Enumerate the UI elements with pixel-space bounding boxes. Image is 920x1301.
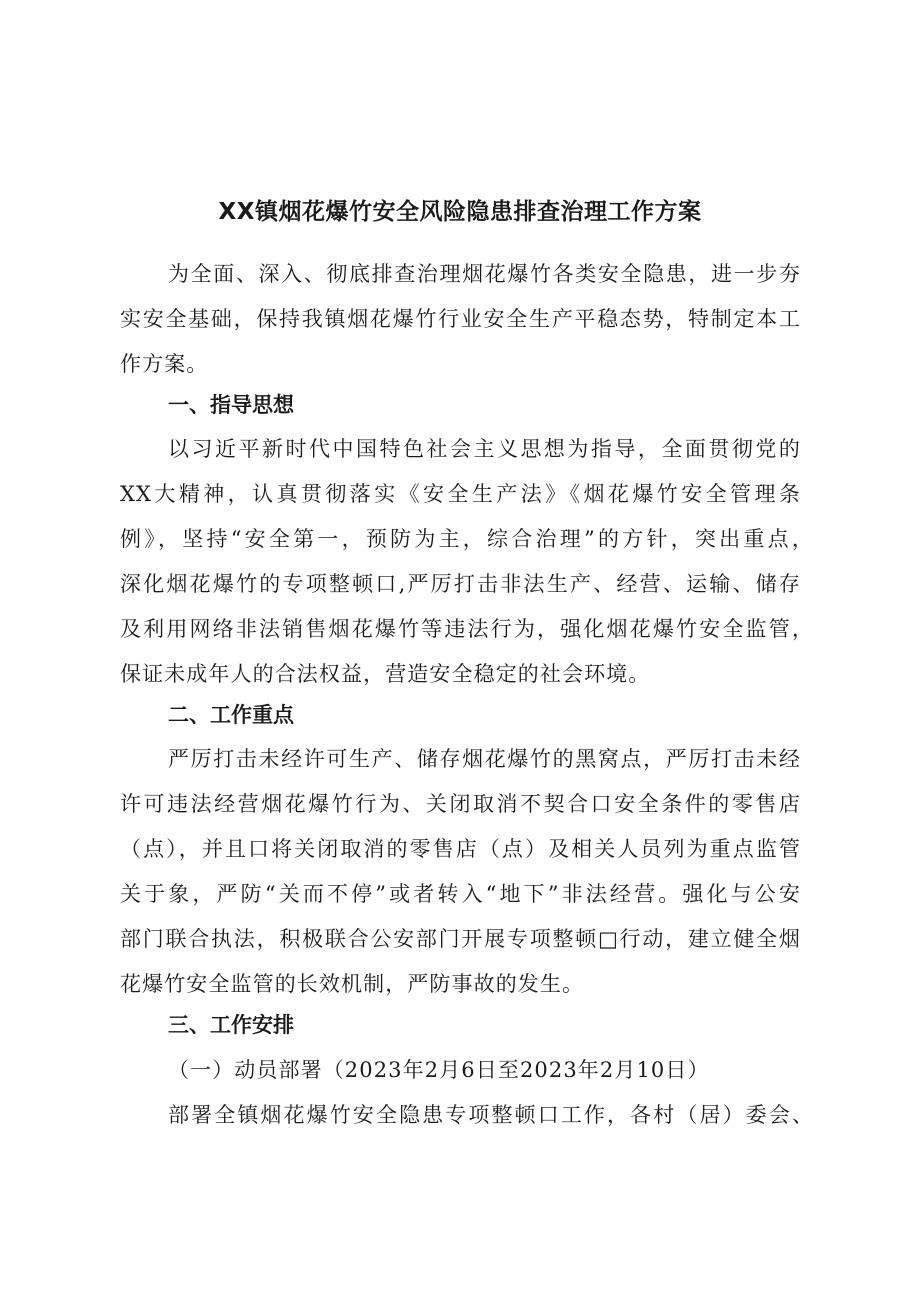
section-heading-guiding-ideology: 一、指导思想 — [168, 393, 294, 417]
section1-line-3: 例》，坚持“安全第一，预防为主，综合治理”的方针，突出重点， — [120, 527, 814, 551]
section3-subheading-mobilization: （一）动员部署（2023年2月6日至2023年2月10日） — [168, 1058, 710, 1082]
section1-line-6: 保证未成年人的合法权益，营造安全稳定的社会环境。 — [120, 662, 651, 686]
section3-line-1: 部署全镇烟花爆竹安全隐患专项整顿口工作，各村（居）委会、 — [168, 1103, 814, 1127]
intro-line-2: 实安全基础，保持我镇烟花爆竹行业安全生产平稳态势，特制定本工 — [120, 307, 801, 331]
section2-line-2: 许可违法经营烟花爆竹行为、关闭取消不契合口安全条件的零售店 — [120, 792, 801, 816]
section2-line-1: 严厉打击未经许可生产、储存烟花爆竹的黑窝点，严厉打击未经 — [168, 747, 801, 771]
section2-line-5: 部门联合执法，积极联合公安部门开展专项整顿□行动，建立健全烟 — [120, 927, 801, 951]
intro-line-3: 作方案。 — [120, 352, 209, 376]
intro-line-1: 为全面、深入、彻底排查治理烟花爆竹各类安全隐患，进一步夯 — [168, 262, 801, 286]
section2-line-4: 关于象，严防“关而不停”或者转入“地下”非法经营。强化与公安 — [120, 882, 801, 906]
section-heading-work-focus: 二、工作重点 — [168, 703, 294, 727]
section2-line-3: （点），并且口将关闭取消的零售店（点）及相关人员列为重点监管 — [120, 837, 801, 861]
section-heading-work-arrangement: 三、工作安排 — [168, 1013, 294, 1037]
document-title: XX镇烟花爆竹安全风险隐患排查治理工作方案 — [218, 199, 702, 225]
section2-line-6: 花爆竹安全监管的长效机制，严防事故的发生。 — [120, 972, 585, 996]
section1-line-2: XX大精神，认真贯彻落实《安全生产法》《烟花爆竹安全管理条 — [120, 482, 801, 506]
section1-line-4: 深化烟花爆竹的专项整顿口,严厉打击非法生产、经营、运输、储存 — [120, 572, 801, 596]
section1-line-1: 以习近平新时代中国特色社会主义思想为指导，全面贯彻党的 — [168, 437, 801, 461]
section1-line-5: 及利用网络非法销售烟花爆竹等违法行为，强化烟花爆竹安全监管， — [120, 617, 814, 641]
